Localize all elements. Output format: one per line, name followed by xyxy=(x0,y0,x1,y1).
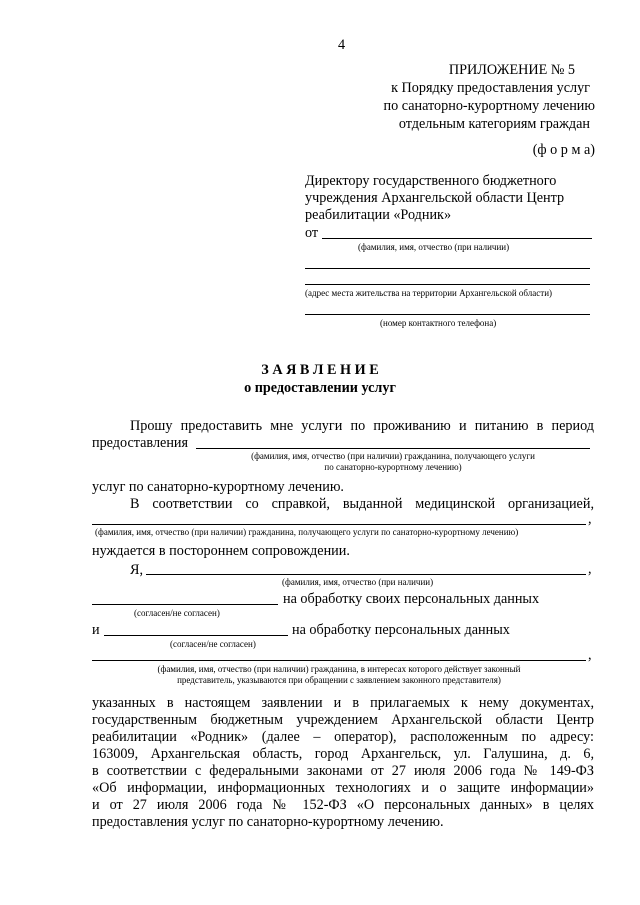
p3-consent-2: на обработку персональных данных xyxy=(292,622,510,638)
p1-hint-2: по санаторно-курортному лечению) xyxy=(324,462,462,472)
p3-comma-2: , xyxy=(588,647,592,663)
p3-hint-fio: (фамилия, имя, отчество (при наличии) xyxy=(282,577,434,587)
final-line-8: предоставления услуг по санаторно-курортному лечению. xyxy=(92,814,444,830)
p3-fio-field[interactable] xyxy=(146,574,586,575)
p2-line-2: нуждается в постороннем сопровождении. xyxy=(92,543,350,559)
final-paragraph xyxy=(92,695,594,831)
p1-hint-1: (фамилия, имя, отчество (при наличии) гражданина, получающего услуги xyxy=(251,451,535,461)
p3-consent-1: на обработку своих персональных данных xyxy=(283,591,540,607)
appendix-line-2: по санаторно-курортному лечению xyxy=(383,98,595,114)
consent-field-1[interactable] xyxy=(92,604,278,605)
appendix-title: ПРИЛОЖЕНИЕ № 5 xyxy=(448,62,575,78)
represented-fio-field[interactable] xyxy=(92,660,586,661)
p3-hint-rep-1: (фамилия, имя, отчество (при наличии) гражданина, в интересах которого действует законный xyxy=(157,664,521,674)
hint-address: (адрес места жительства на территории Архангельской области) xyxy=(305,288,553,298)
p3-and: и xyxy=(92,622,100,638)
p2-fio-field[interactable] xyxy=(92,524,586,525)
p1-line-3: услуг по санаторно-курортному лечению. xyxy=(92,479,344,495)
hint-consent-1: (согласен/не согласен) xyxy=(134,608,220,618)
p1-label-period: предоставления xyxy=(92,435,189,451)
p2-hint: (фамилия, имя, отчество (при наличии) гражданина, получающего услуги по санаторно-курортному лечению) xyxy=(95,527,519,537)
addressee-line-3: реабилитации «Родник» xyxy=(305,207,452,223)
p2-line-1: В соответствии со справкой, выданной медицинской организацией, xyxy=(130,496,594,512)
appendix-line-3: отдельным категориям граждан xyxy=(398,116,590,132)
p3-ya: Я, xyxy=(130,562,144,578)
final-line-6: «Об информации, информационных технологиях и о защите информации» xyxy=(92,780,594,796)
from-fio-field[interactable] xyxy=(322,238,592,239)
form-label: (ф о р м а) xyxy=(532,142,595,158)
document-subtitle: о предоставлении услуг xyxy=(244,380,396,396)
appendix-line-1: к Порядку предоставления услуг xyxy=(391,80,590,96)
from-label: от xyxy=(305,225,319,241)
addressee-line-1: Директору государственного бюджетного xyxy=(305,173,557,189)
addressee-line-2: учреждения Архангельской области Центр xyxy=(305,190,565,206)
hint-phone: (номер контактного телефона) xyxy=(380,318,497,328)
final-line-4: 163009, Архангельская область, город Архангельск, ул. Галушина, д. 6, xyxy=(92,746,594,762)
address-field-1[interactable] xyxy=(305,268,590,269)
address-field-2[interactable] xyxy=(305,284,590,285)
final-line-7: и от 27 июля 2006 года № 152-ФЗ «О персональных данных» в целях xyxy=(92,797,594,813)
page-number: 4 xyxy=(338,37,346,53)
phone-field[interactable] xyxy=(305,314,590,315)
hint-fio: (фамилия, имя, отчество (при наличии) xyxy=(358,242,510,252)
document-title: З А Я В Л Е Н И Е xyxy=(261,362,379,378)
final-line-2: государственным бюджетным учреждением Архангельской области Центр xyxy=(92,712,594,728)
hint-consent-2: (согласен/не согласен) xyxy=(170,639,256,649)
final-line-5: в соответствии с федеральными законами от 27 июля 2006 года № 149-ФЗ xyxy=(92,763,594,779)
p3-comma: , xyxy=(588,561,592,577)
consent-field-2[interactable] xyxy=(104,635,288,636)
final-line-1: указанных в настоящем заявлении и в прилагаемых к нему документах, xyxy=(92,695,594,711)
p1-line-1: Прошу предоставить мне услуги по проживанию и питанию в период xyxy=(130,418,594,434)
final-line-3: реабилитации «Родник» (далее – оператор), расположенным по адресу: xyxy=(92,729,594,745)
p3-hint-rep-2: представитель, указываются при обращении с заявлением законного представителя) xyxy=(177,675,501,685)
p1-fio-field[interactable] xyxy=(196,448,590,449)
p2-comma: , xyxy=(588,511,592,527)
